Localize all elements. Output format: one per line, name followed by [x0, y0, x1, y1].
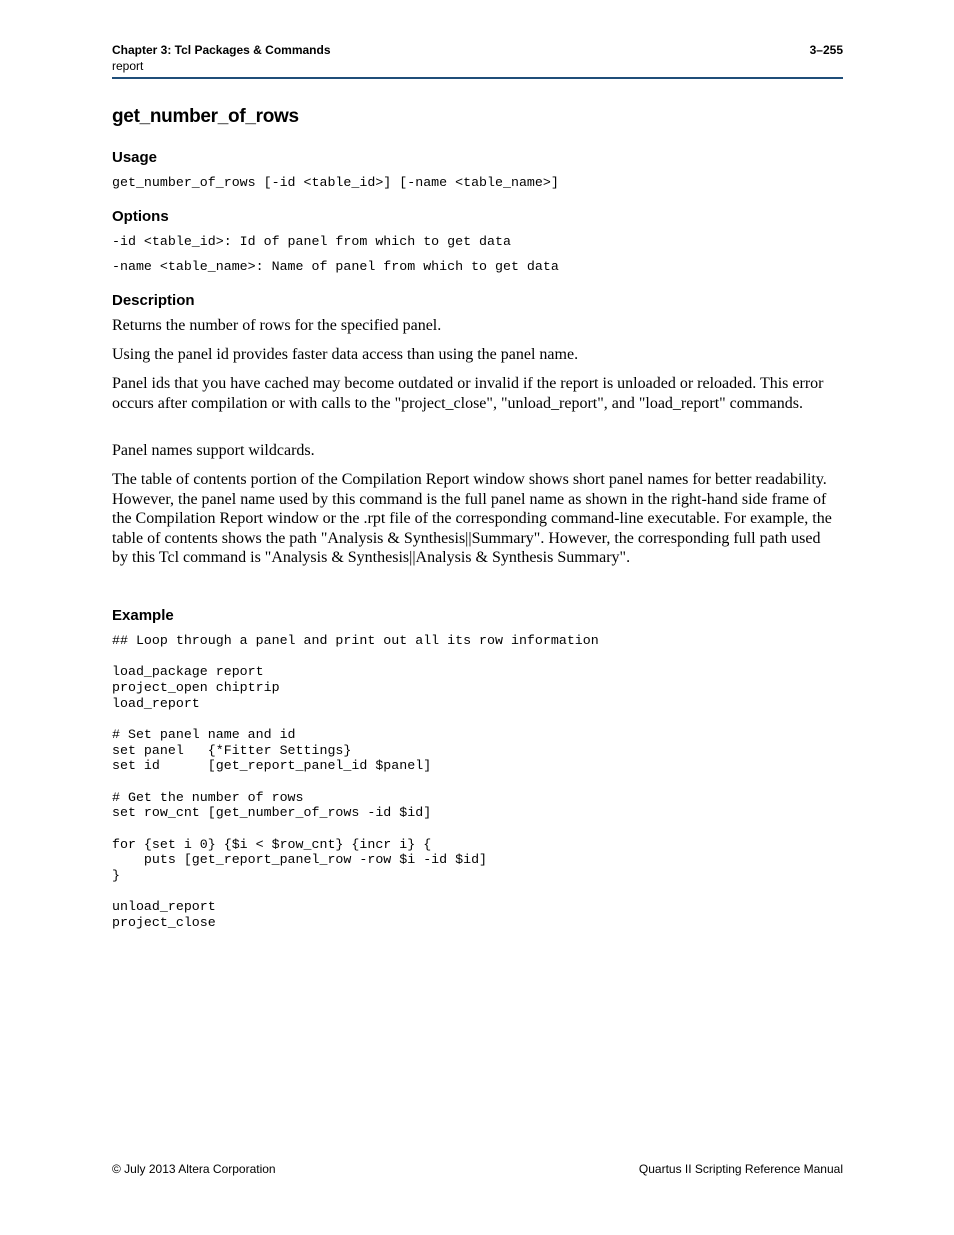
description-paragraph: Panel ids that you have cached may become outdated or invalid if the report is unloaded or reloaded. This error occurs after compilation or with calls to the "project_close", "unload_report", and "load_report" commands. [112, 375, 824, 412]
options-heading: Options [112, 208, 169, 225]
header-divider [112, 77, 843, 79]
footer-copyright: © July 2013 Altera Corporation [112, 1162, 276, 1176]
description-heading: Description [112, 292, 195, 309]
page-number: 3–255 [809, 43, 843, 57]
description-paragraph: The table of contents portion of the Compilation Report window shows short panel names for better readability. However, the panel name used by this command is the full panel name as shown in the right-hand side frame of the Compilation Report window or the .rpt file of the corresponding command-line executable. For example, the table of contents shows the path "Analysis & Synthesis||Summary". However, the corresponding full path used by this Tcl command is "Analysis & Synthesis||Analysis & Synthesis Summary". [112, 471, 832, 567]
footer-manual-title: Quartus II Scripting Reference Manual [638, 1162, 843, 1176]
option-name: -name <table_name>: Name of panel from which to get data [112, 259, 559, 274]
command-title: get_number_of_rows [112, 106, 299, 127]
usage-syntax: get_number_of_rows [-id <table_id>] [-name <table_name>] [112, 175, 559, 190]
description-paragraph: Using the panel id provides faster data access than using the panel name. [112, 346, 579, 363]
description-paragraph: Returns the number of rows for the specified panel. [112, 317, 442, 334]
example-heading: Example [112, 607, 174, 624]
running-header-chapter: Chapter 3: Tcl Packages & Commands [112, 43, 331, 57]
running-header-section: report [112, 59, 144, 73]
document-page [112, 0, 843, 1235]
usage-heading: Usage [112, 149, 158, 166]
description-paragraph: Panel names support wildcards. [112, 442, 315, 459]
option-id: -id <table_id>: Id of panel from which to get data [112, 234, 511, 249]
example-code-block: ## Loop through a panel and print out all its row information load_package report project_open chiptrip load_report # Set panel name and id set panel {*Fitter Settings} set id [get_report_panel_id $panel] # Get the number of rows set row_cnt [get_number_of_rows -id $id] for {set i 0} {$i < $row_cnt} {incr i} { puts [get_report_panel_row -row $i -id $id] } unload_report project_close [112, 633, 599, 930]
